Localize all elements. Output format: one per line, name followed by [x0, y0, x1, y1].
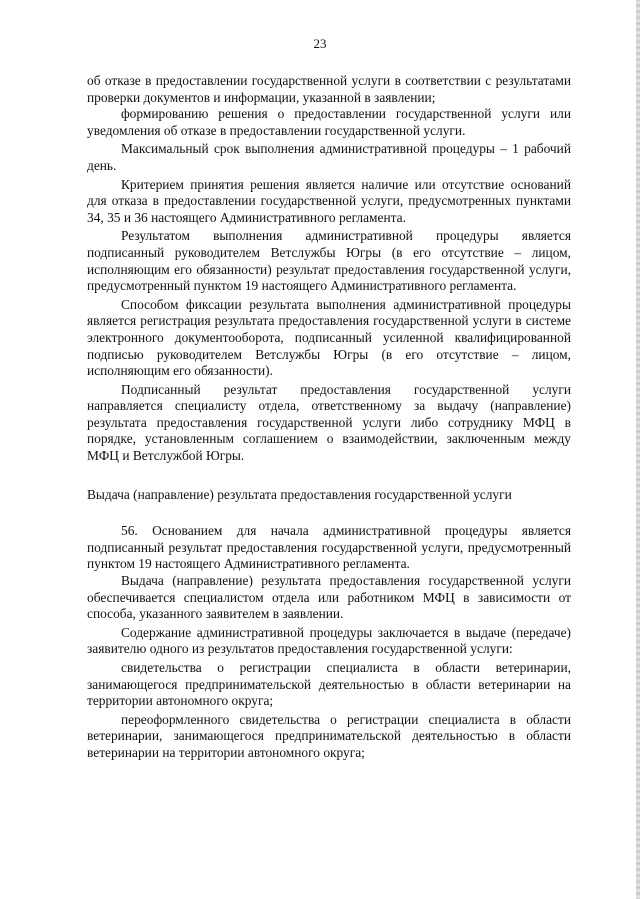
- paragraph-decision-criterion: Критерием принятия решения является наличие или отсутствие оснований для отказа в предоставлении государственной услуги, предусмотренных пунктами 34, 35 и 36 настоящего Административного регламента.: [87, 176, 571, 225]
- paragraph-issuance: Выдача (направление) результата предоставления государственной услуги обеспечивается специалистом отдела или работником МФЦ в зависимости от способа, указанного заявителем в заявлении.: [87, 573, 571, 622]
- document-body: [87, 73, 571, 762]
- list-item-reissued-certificate: переоформленного свидетельства о регистрации специалиста в области ветеринарии, занимающегося предпринимательской деятельностью в области ветеринарии на территории автономного округа;: [87, 711, 571, 760]
- paragraph-max-term: Максимальный срок выполнения административной процедуры – 1 рабочий день.: [87, 141, 571, 173]
- paragraph-procedure-result: Результатом выполнения административной процедуры является подписанный руководителем Ветслужбы Югры (в его отсутствие – лицом, исполняющим его обязанности) результат предоставления государственной услуги, предусмотренный пунктом 19 настоящего Административного регламента.: [87, 228, 571, 294]
- page-number: 23: [313, 36, 327, 51]
- scan-edge: [636, 0, 640, 899]
- paragraph-56-basis: 56. Основанием для начала административной процедуры является подписанный результат предоставления государственной услуги, предусмотренный пунктом 19 настоящего Административного регламента.: [87, 523, 571, 572]
- paragraph-signed-result: Подписанный результат предоставления государственной услуги направляется специалисту отдела, ответственному за выдачу (направление) результата предоставления государственной услуги либо сотруднику МФЦ в порядке, установленным соглашением о взаимодействии, заключенным между МФЦ и Ветслужбой Югры.: [87, 381, 571, 464]
- section-heading: Выдача (направление) результата предоставления государственной услуги: [87, 486, 512, 502]
- list-item-certificate: свидетельства о регистрации специалиста в области ветеринарии, занимающегося предпринимательской деятельностью в области ветеринарии на территории автономного округа;: [87, 660, 571, 709]
- paragraph-refusal-continuation: об отказе в предоставлении государственной услуги в соответствии с результатами проверки документов и информации, указанной в заявлении;: [87, 73, 571, 105]
- paragraph-decision-forming: формированию решения о предоставлении государственной услуги или уведомления об отказе в предоставлении государственной услуги.: [87, 106, 571, 138]
- paragraph-fixation-method: Способом фиксации результата выполнения административной процедуры является регистрация результата предоставления государственной услуги в системе электронного документооборота, подписанный усиленной квалифицированной подписью руководителем Ветслужбы Югры (в его отсутствие – лицом, исполняющим его обязанности).: [87, 296, 571, 379]
- paragraph-procedure-content: Содержание административной процедуры заключается в выдаче (передаче) заявителю одного из результатов предоставления государственной услуги:: [87, 624, 571, 657]
